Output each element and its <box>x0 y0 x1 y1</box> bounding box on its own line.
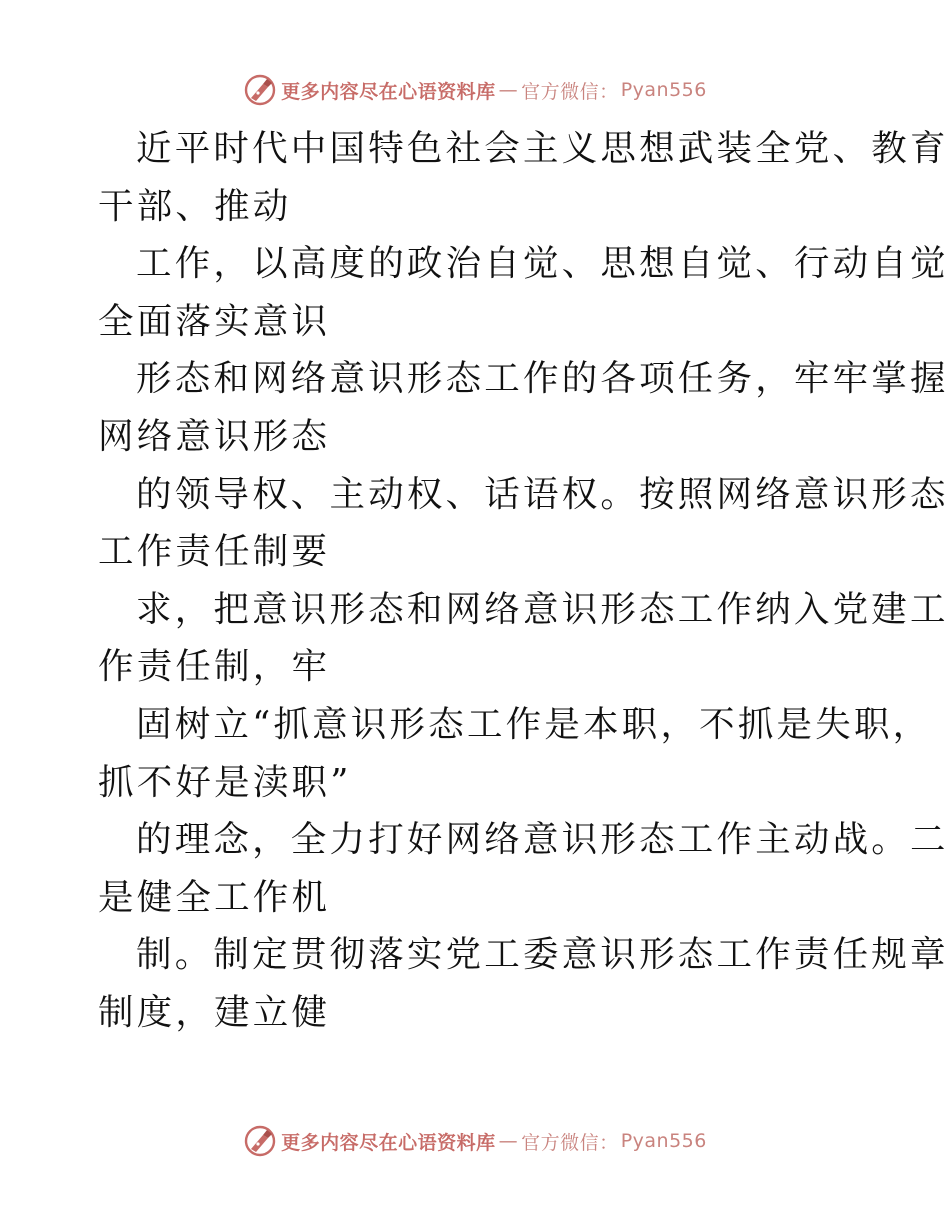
text-line: 作责任制，牢 <box>98 646 331 688</box>
watermark-dash: — <box>498 79 519 101</box>
pen-nib-logo-icon <box>243 1124 277 1158</box>
watermark-brand-text: 更多内容尽在心语资料库 <box>281 1131 496 1154</box>
text-line: 工作，以高度的政治自觉、思想自觉、行动自觉 <box>136 243 949 285</box>
text-line: 抓不好是渎职” <box>98 761 352 803</box>
text-line: 网络意识形态 <box>98 415 331 457</box>
text-line: 干部、推动 <box>98 185 292 227</box>
text-line: 的领导权、主动权、话语权。按照网络意识形态 <box>136 473 949 515</box>
text-line: 固树立“抓意识形态工作是本职，不抓是失职， <box>136 703 932 745</box>
watermark-dash: — <box>498 1130 519 1152</box>
watermark-wechat-id: Pyan556 <box>620 1130 707 1152</box>
text-line: 的理念，全力打好网络意识形态工作主动战。二 <box>136 819 949 861</box>
header-watermark <box>0 70 950 110</box>
text-line: 制度，建立健 <box>98 991 331 1033</box>
watermark-official-label: 官方微信： <box>521 80 619 103</box>
watermark-brand-text: 更多内容尽在心语资料库 <box>281 80 496 103</box>
text-line: 求，把意识形态和网络意识形态工作纳入党建工 <box>136 588 949 630</box>
text-line: 工作责任制要 <box>98 531 331 573</box>
footer-watermark <box>0 1121 950 1161</box>
text-line: 制。制定贯彻落实党工委意识形态工作责任规章 <box>136 934 949 976</box>
document-body <box>98 120 949 1042</box>
watermark-official-label: 官方微信： <box>521 1131 619 1154</box>
text-line: 近平时代中国特色社会主义思想武装全党、教育 <box>136 128 949 169</box>
text-line: 全面落实意识 <box>98 300 331 342</box>
text-line: 形态和网络意识形态工作的各项任务，牢牢掌握 <box>136 358 949 400</box>
pen-nib-logo-icon <box>243 73 277 107</box>
text-line: 是健全工作机 <box>98 876 331 918</box>
watermark-wechat-id: Pyan556 <box>620 79 707 101</box>
